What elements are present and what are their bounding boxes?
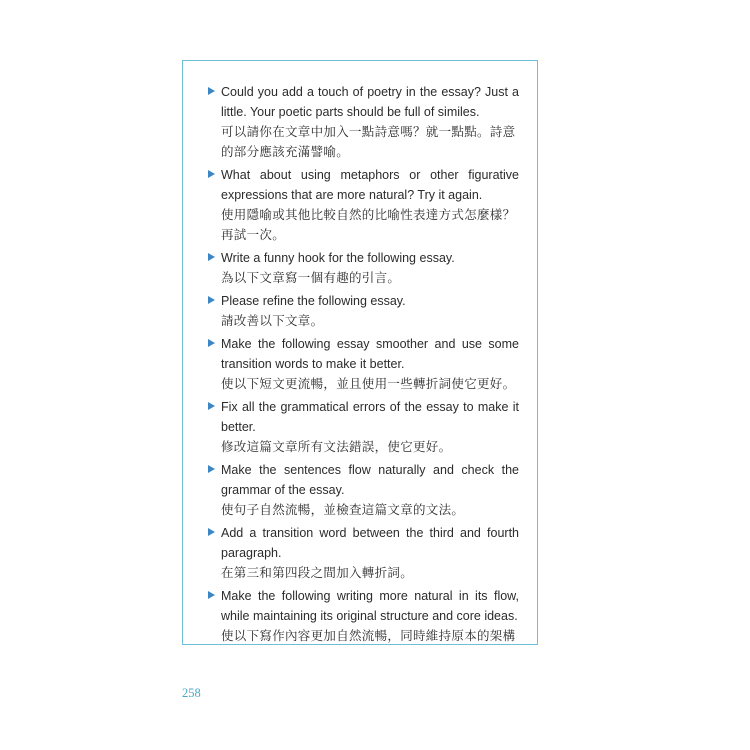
prompt-box — [182, 60, 538, 645]
list-item — [205, 82, 519, 162]
prompt-english: Make the following essay smoother and use some transition words to make it better. — [221, 337, 519, 371]
prompt-english: What about using metaphors or other figurative expressions that are more natural? Try it again. — [221, 168, 519, 202]
prompt-chinese: 為以下文章寫一個有趣的引言。 — [221, 270, 401, 285]
prompt-chinese: 使以下寫作內容更加自然流暢，同時維持原本的架構 — [221, 628, 516, 643]
triangle-right-icon — [208, 339, 215, 347]
list-item — [205, 165, 519, 245]
prompt-english: Add a transition word between the third and fourth paragraph. — [221, 526, 519, 560]
triangle-right-icon — [208, 253, 215, 261]
prompt-chinese: 修改這篇文章所有文法錯誤，使它更好。 — [221, 439, 452, 454]
prompt-english: Make the sentences flow naturally and check the grammar of the essay. — [221, 463, 519, 497]
triangle-right-icon — [208, 296, 215, 304]
prompt-english: Write a funny hook for the following essay. — [221, 251, 455, 265]
prompt-english: Could you add a touch of poetry in the essay? Just a little. Your poetic parts should be full of similes. — [221, 85, 519, 119]
prompt-english: Please refine the following essay. — [221, 294, 406, 308]
prompt-chinese: 使句子自然流暢，並檢查這篇文章的文法。 — [221, 502, 465, 517]
prompt-english: Make the following writing more natural in its flow, while maintaining its original structure and core ideas. — [221, 589, 519, 623]
list-item — [205, 334, 519, 394]
list-item — [205, 248, 519, 288]
triangle-right-icon — [208, 87, 215, 95]
prompt-english: Fix all the grammatical errors of the essay to make it better. — [221, 400, 519, 434]
list-item — [205, 291, 519, 331]
triangle-right-icon — [208, 402, 215, 410]
prompt-chinese: 使用隱喻或其他比較自然的比喻性表達方式怎麼樣？再試一次。 — [221, 207, 516, 242]
triangle-right-icon — [208, 528, 215, 536]
triangle-right-icon — [208, 170, 215, 178]
triangle-right-icon — [208, 465, 215, 473]
prompt-chinese: 可以請你在文章中加入一點詩意嗎？就一點點。詩意的部分應該充滿譬喻。 — [221, 124, 516, 159]
list-item — [205, 523, 519, 583]
page-number: 258 — [182, 686, 201, 700]
list-item — [205, 460, 519, 520]
prompt-chinese: 使以下短文更流暢，並且使用一些轉折詞使它更好。 — [221, 376, 516, 391]
triangle-right-icon — [208, 591, 215, 599]
prompt-chinese: 請改善以下文章。 — [221, 313, 324, 328]
list-item — [205, 397, 519, 457]
list-item — [205, 586, 519, 645]
prompt-chinese: 在第三和第四段之間加入轉折詞。 — [221, 565, 414, 580]
prompt-list — [205, 82, 519, 645]
